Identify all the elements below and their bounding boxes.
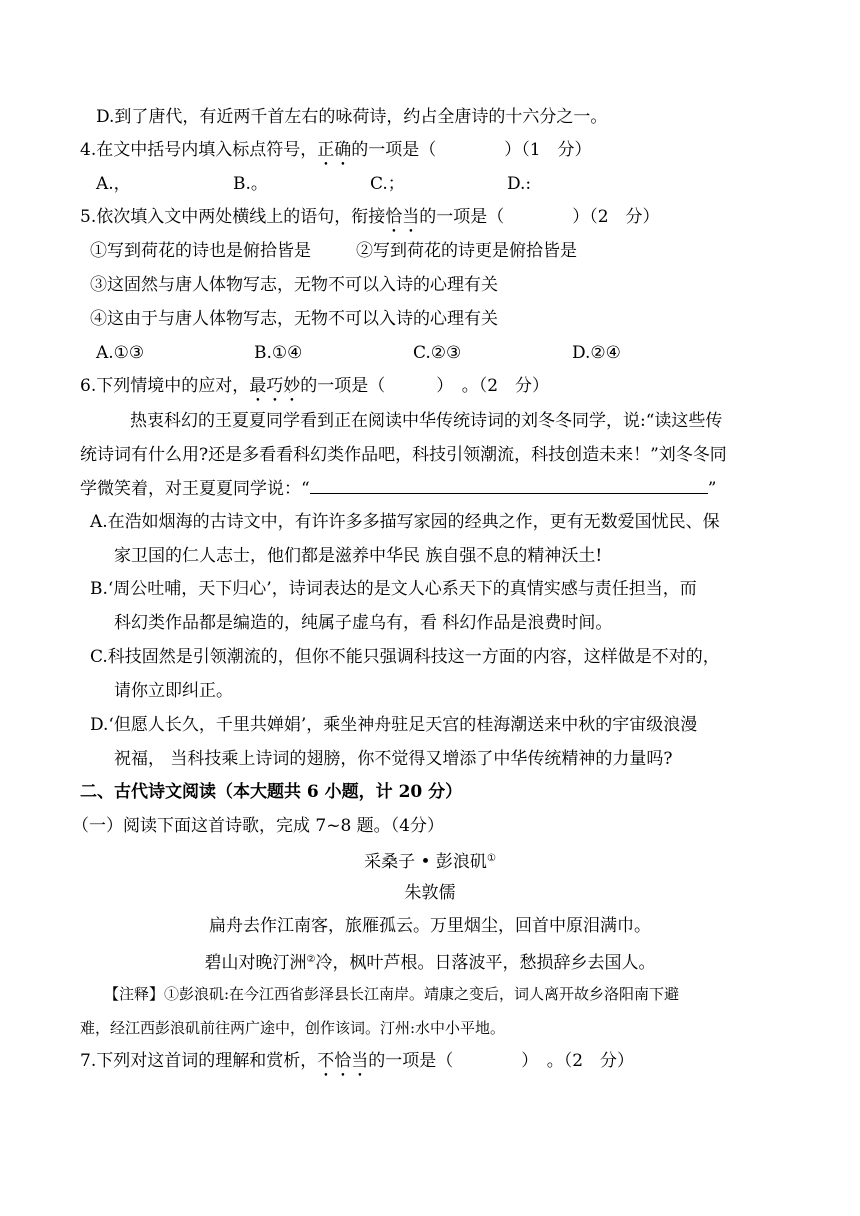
q6-option-c-line-2: 请你立即纠正。 <box>114 681 233 701</box>
q6-scenario-line-3 <box>80 478 716 500</box>
poem-line-2 <box>0 949 860 974</box>
q4-option-c: C.； <box>370 174 405 194</box>
poem-title-note-mark: ① <box>486 853 496 864</box>
q6-stem: 6.下列情境中的应对， <box>80 376 250 396</box>
q6-option-d-line-1: D.‘但愿人长久，千里共婵娟’，乘坐神舟驻足天宫的桂海潮送来中秋的宇宙级浪漫 <box>90 715 698 735</box>
q6-stem-end: 的一项是（ ） 。（2 分） <box>300 376 550 396</box>
part-1-instruction: （一）阅读下面这首诗歌，完成 7~8 题。（4分） <box>72 816 444 836</box>
question-5 <box>80 206 660 237</box>
q5-item-1: ①写到荷花的诗也是俯拾皆是 <box>90 241 311 261</box>
q6-option-b-line-1: B.‘周公吐哺，天下归心’，诗词表达的是文人心系天下的真情实感与责任担当，而 <box>90 579 697 599</box>
question-6 <box>80 375 549 406</box>
q5-item-2: ②写到荷花的诗更是俯拾皆是 <box>356 241 577 261</box>
q6-option-b-line-2: 科幻类作品都是编造的，纯属子虚乌有，看 科幻作品是浪费时间。 <box>114 613 613 633</box>
section-2-heading: 二、古代诗文阅读（本大题共 6 小题，计 20 分） <box>80 782 463 802</box>
q4-emphasis: 正确 <box>317 140 352 160</box>
answer-blank <box>310 479 708 494</box>
question-7 <box>80 1050 634 1081</box>
q5-item-3: ③这固然与唐人体物写志，无物不可以入诗的心理有关 <box>90 275 498 295</box>
q6-scenario-line-1: 热衷科幻的王夏夏同学看到正在阅读中华传统诗词的刘冬冬同学，说:“读这些传 <box>130 411 723 431</box>
q6-option-d-line-2: 祝福， 当科技乘上诗词的翅膀，你不觉得又增添了中华传统精神的力量吗? <box>114 749 673 769</box>
poem-line-1: 扁舟去作江南客，旅雁孤云。万里烟尘，回首中原泪满巾。 <box>209 916 651 936</box>
poem-line-2-end: 冷，枫叶芦根。日落波平，愁损辞乡去国人。 <box>315 953 656 973</box>
poem-line-2-note-mark: ② <box>306 954 316 965</box>
q4-option-b: B.。 <box>233 174 268 194</box>
q5-option-a: A.①③ <box>96 343 145 363</box>
q5-option-c: C.②③ <box>413 343 462 363</box>
poem-title <box>0 848 860 873</box>
q6-scenario-line-2: 统诗词有什么用?还是多看看科幻类作品吧，科技引领潮流，科技创造未来！”刘冬冬同 <box>80 445 727 465</box>
q5-stem-end: 的一项是（ ）（2 分） <box>419 207 660 227</box>
q6-option-a-line-2: 家卫国的仁人志士，他们都是滋养中华民 族自强不息的精神沃土! <box>114 546 603 566</box>
q5-stem: 5.依次填入文中两处横线上的语句，衔接 <box>80 207 386 227</box>
option-d-text: D.到了唐代，有近两千首左右的咏荷诗，约占全唐诗的十六分之一。 <box>96 107 608 127</box>
q6-option-a-line-1: A.在浩如烟海的古诗文中，有许许多多描写家园的经典之作，更有无数爱国忧民、保 <box>90 512 720 532</box>
q4-stem-end: 的一项是（ ）（1 分） <box>351 140 592 160</box>
q5-emphasis: 恰当 <box>385 207 420 227</box>
q5-option-d: D.②④ <box>572 343 621 363</box>
annotation-line-1: 【注释】①彭浪矶:在今江西省彭泽县长江南岸。靖康之变后，词人离开故乡洛阳南下避 <box>104 985 680 1003</box>
q6-scenario-text: 学微笑着，对王夏夏同学说：“ <box>80 479 310 499</box>
question-4 <box>80 139 592 170</box>
q7-emphasis: 不恰当 <box>317 1051 369 1071</box>
q5-option-b: B.①④ <box>254 343 303 363</box>
q4-stem: 4.在文中括号内填入标点符号， <box>80 140 318 160</box>
q6-scenario-close: ” <box>707 479 717 499</box>
q5-item-4: ④这由于与唐人体物写志，无物不可以入诗的心理有关 <box>90 309 498 329</box>
q6-emphasis: 最巧妙 <box>249 376 301 396</box>
q7-stem: 7.下列对这首词的理解和赏析， <box>80 1051 318 1071</box>
poem-line-2-start: 碧山对晚汀洲 <box>204 953 307 973</box>
q6-option-c-line-1: C.科技固然是引领潮流的，但你不能只强调科技这一方面的内容，这样做是不对的， <box>90 647 720 667</box>
annotation-line-2: 难，经江西彭浪矶前往两广途中，创作该词。汀州:水中小平地。 <box>80 1019 506 1037</box>
poem-title-text: 采桑子 • 彭浪矶 <box>364 852 487 872</box>
q7-stem-end: 的一项是（ ） 。（2 分） <box>368 1051 635 1071</box>
q4-option-d: D.: <box>507 174 532 194</box>
poem-author: 朱敦儒 <box>404 883 456 903</box>
q4-option-a: A.， <box>96 174 131 194</box>
